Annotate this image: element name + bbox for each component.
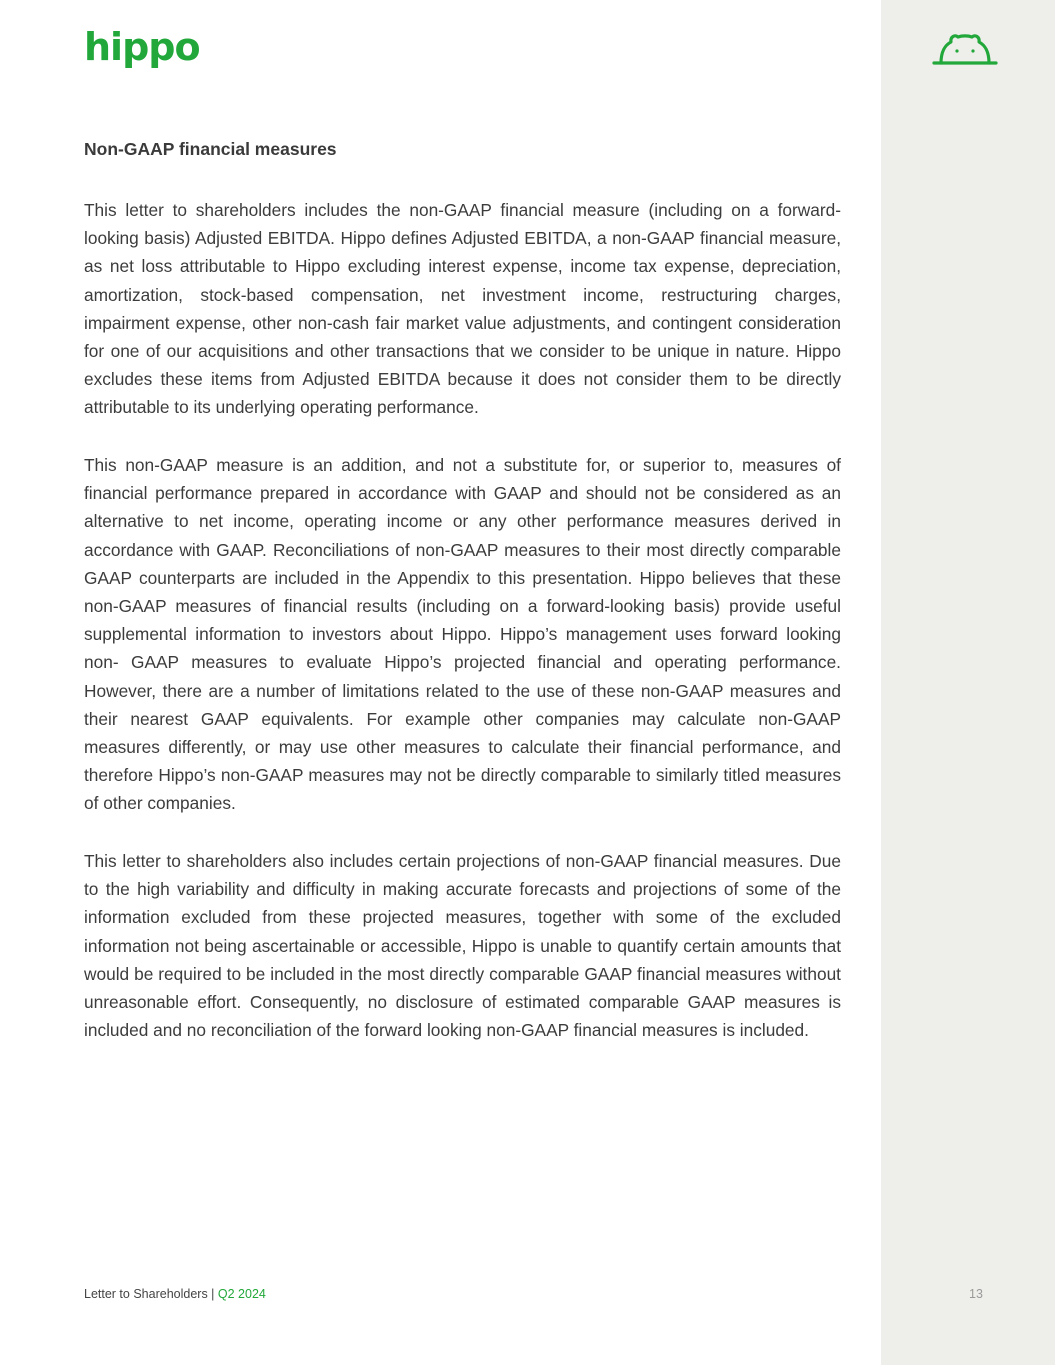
paragraph-non-gaap-limitations: This non-GAAP measure is an addition, and not a substitute for, or superior to, measures of financial performance prepared in accordance with GAAP and should not be considered as an alternative to net income, operating income or any other performance measures derived in accordance with GAAP. Reconciliations of non-GAAP measures to their most directly comparable GAAP counterparts are included in the Appendix to this presentation. Hippo believes that these non-GAAP measures of financial results (including on a forward-looking basis) provide useful supplemental information to investors about Hippo. Hippo’s management uses forward looking non- GAAP measures to evaluate Hippo’s projected financial and operating performance. However, there are a number of limitations related to the use of these non-GAAP measures and their nearest GAAP equivalents. For example other companies may calculate non-GAAP measures differently, or may use other measures to calculate their financial performance, and therefore Hippo’s non-GAAP measures may not be directly comparable to similarly titled measures of other companies. — [84, 455, 841, 814]
footer-document-title: Letter to Shareholders — [84, 1287, 208, 1301]
footer-quarter: Q2 2024 — [217, 1287, 266, 1301]
hippo-logo: hippo — [84, 25, 200, 69]
hippo-face-icon — [932, 30, 998, 66]
footer-separator: | — [207, 1287, 218, 1301]
section-heading: Non-GAAP financial measures — [84, 139, 337, 159]
footer-label — [84, 1287, 266, 1301]
page-number: 13 — [969, 1287, 983, 1301]
paragraph-projections: This letter to shareholders also includes certain projections of non-GAAP financial measures. Due to the high variability and difficulty in making accurate forecasts and projections of some of the information excluded from these projected measures, together with some of the excluded information not being ascertainable or accessible, Hippo is unable to quantify certain amounts that would be required to be included in the most directly comparable GAAP financial measures without unreasonable effort. Consequently, no disclosure of estimated comparable GAAP measures is included and no reconciliation of the forward looking non-GAAP financial measures is included. — [84, 851, 841, 1041]
paragraph-adjusted-ebitda-definition: This letter to shareholders includes the non-GAAP financial measure (including on a forward-looking basis) Adjusted EBITDA. Hippo defines Adjusted EBITDA, a non-GAAP financial measure, as net loss attributable to Hippo excluding interest expense, income tax expense, depreciation, amortization, stock-based compensation, net investment income, restructuring charges, impairment expense, other non-cash fair market value adjustments, and contingent consideration for one of our acquisitions and other transactions that we consider to be unique in nature. Hippo excludes these items from Adjusted EBITDA because it does not consider them to be directly attributable to its underlying operating performance. — [84, 200, 841, 418]
right-sidebar-panel — [881, 0, 1055, 1365]
